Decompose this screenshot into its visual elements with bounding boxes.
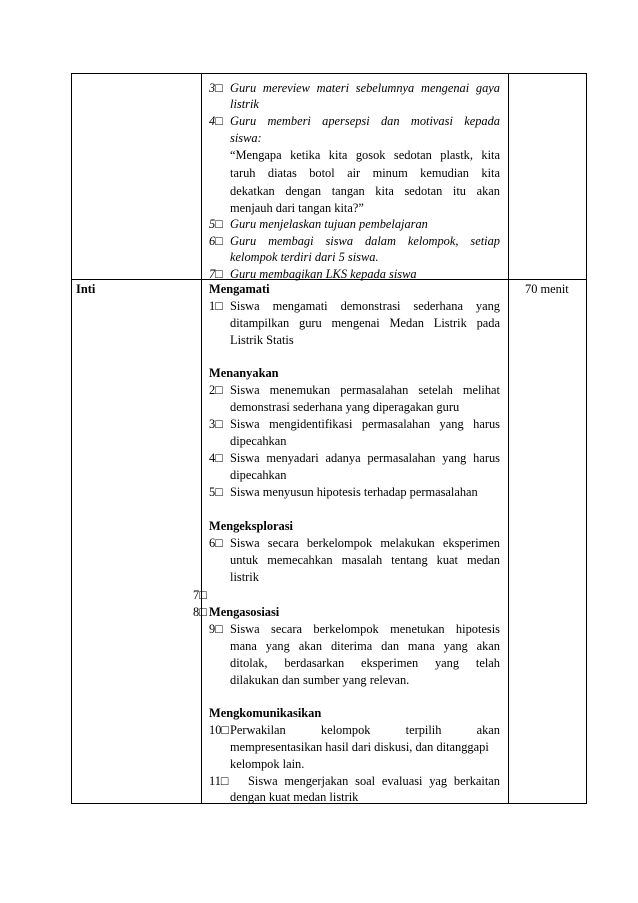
item-number: 7□ [193, 588, 207, 602]
section-heading: Mengkomunikasikan [209, 706, 322, 720]
table-col-divider-2 [508, 73, 509, 804]
activity-text: Guru menjelaskan tujuan pembelajaran [230, 217, 428, 231]
item-number: 6□ [209, 536, 223, 550]
activity-text: Guru membagi siswa dalam kelompok, setiap [230, 234, 500, 248]
item-number: 4□ [209, 114, 223, 128]
item-number: 8□ [193, 605, 207, 619]
activity-text: Listrik Statis [230, 333, 294, 347]
section-heading: Mengeksplorasi [209, 519, 293, 533]
activity-text: listrik [230, 570, 259, 584]
activity-text: Siswa mengerjakan soal evaluasi yag berkaitan [248, 774, 500, 788]
table-left-border [71, 73, 72, 804]
question-text: menjauh dari tangan kita?” [230, 201, 364, 215]
table-top-border [71, 73, 587, 74]
activity-text: Guru membagikan LKS kepada siswa [230, 267, 417, 281]
time-allocation: 70 menit [525, 282, 569, 296]
activity-text: listrik [230, 97, 259, 111]
item-number: 4□ [209, 451, 223, 465]
question-text: “Mengapa ketika kita gosok sedotan plastk, kita [230, 148, 500, 162]
activity-text: kelompok lain. [230, 757, 305, 771]
item-number: 6□ [209, 234, 223, 248]
activity-text: untuk memecahkan masalah tentang kuat medan [230, 553, 500, 567]
section-heading: Mengamati [209, 282, 270, 296]
item-number: 9□ [209, 622, 223, 636]
item-number: 1□ [209, 299, 223, 313]
activity-text: ditolak, berdasarkan eksperimen yang telah [230, 656, 500, 670]
activity-text: dipecahkan [230, 434, 287, 448]
activity-text: Siswa menyusun hipotesis terhadap permasalahan [230, 485, 478, 499]
question-text: taruh diatas botol air minum kemudian kita [230, 166, 500, 180]
activity-text: mana yang akan diterima dan mana yang akan [230, 639, 500, 653]
item-number: 3□ [209, 81, 223, 95]
activity-text: Guru memberi apersepsi dan motivasi kepada [230, 114, 500, 128]
activity-text: Siswa secara berkelompok melakukan eksperimen [230, 536, 500, 550]
item-number: 10□ [209, 723, 229, 737]
activity-text: ditampilkan guru mengenai Medan Listrik pada [230, 316, 500, 330]
activity-text: demonstrasi sederhana yang diperagakan guru [230, 400, 460, 414]
item-number: 2□ [209, 383, 223, 397]
activity-text: Siswa mengamati demonstrasi sederhana yang [230, 299, 500, 313]
item-number: 3□ [209, 417, 223, 431]
activity-text: siswa: [230, 131, 262, 145]
section-heading: Menanyakan [209, 366, 279, 380]
activity-text: Siswa mengidentifikasi permasalahan yang harus [230, 417, 500, 431]
table-col-divider-1 [201, 73, 202, 804]
activity-text: Perwakilan kelompok terpilih akan [230, 723, 500, 737]
activity-text: Siswa menemukan permasalahan setelah melihat [230, 383, 500, 397]
item-number: 7□ [209, 267, 223, 281]
activity-text: Siswa secara berkelompok menetukan hipotesis [230, 622, 500, 636]
section-heading: Mengasosiasi [209, 605, 280, 619]
activity-text: kelompok terdiri dari 5 siswa. [230, 250, 379, 264]
activity-text: Siswa menyadari adanya permasalahan yang harus [230, 451, 500, 465]
activity-text: mempresentasikan hasil dari diskusi, dan ditanggapi [230, 740, 489, 754]
activity-text: dengan kuat medan listrik [230, 790, 359, 804]
activity-text: dipecahkan [230, 468, 287, 482]
activity-text: dilakukan dan sumber yang relevan. [230, 673, 410, 687]
item-number: 5□ [209, 485, 223, 499]
table-right-border [586, 73, 587, 804]
question-text: dekatkan dengan tangan kita sedotan itu akan [230, 184, 500, 198]
stage-label: Inti [76, 282, 96, 296]
item-number: 5□ [209, 217, 223, 231]
item-number: 11□ [209, 774, 229, 788]
activity-text: Guru mereview materi sebelumnya mengenai gaya [230, 81, 500, 95]
